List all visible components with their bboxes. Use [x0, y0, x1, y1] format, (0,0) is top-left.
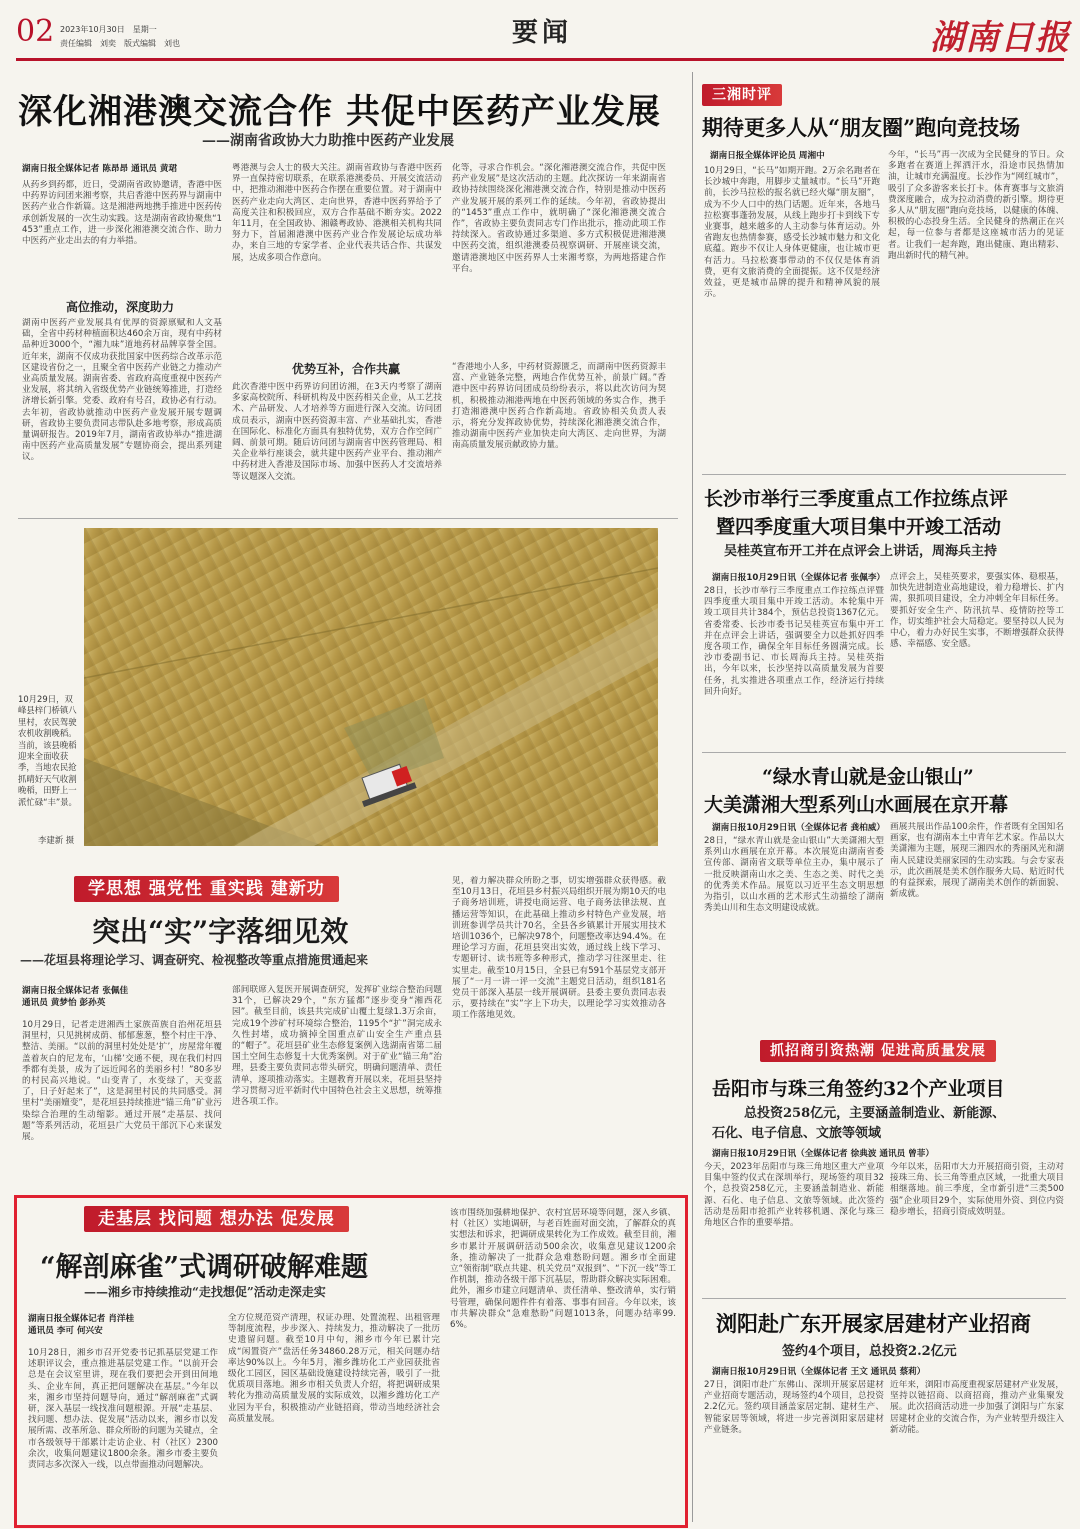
lead-col2-para2: 此次香港中医中药界访问团访湘，在3天内考察了湖南多家高校院所、科研机构及中医药相关企业，从工艺技术、产品研发、人才培养等方面进行深入交流。访问团成员表示，湖南中医药资源丰富、产业基础扎实，香港在国际化、标准化方面具有独特优势，双方合作空间广阔、前景可期。随后访问团与湖南省中医药管理局、相关企业举行座谈会，就共建中医药产业平台、推动湘产中药材进入香港及国际市场、加强中医药人才交流培养等议题深入交流。 [232, 382, 442, 482]
liuyang-byline: 湖南日报10月29日讯（全媒体记者 王文 通讯员 蔡莉） [712, 1367, 926, 1377]
lead-col2-subhead: 优势互补，合作共赢 [292, 362, 401, 376]
section-name: 要闻 [512, 18, 573, 48]
painting-exhibit-byline: 湖南日报10月29日讯（全媒体记者 龚柏威） [712, 823, 886, 833]
yueyang-headline: 岳阳市与珠三角签约32个产业项目 [712, 1078, 1005, 1100]
masthead-rule [16, 58, 1064, 61]
liuyang-headline: 浏阳赴广东开展家居建材产业招商 [716, 1311, 1031, 1336]
commentary-byline: 湖南日报全媒体评论员 周湘中 [710, 151, 825, 161]
lead-bottom-rule [18, 518, 678, 519]
liuyang-col2: 近年来，浏阳市高度重视家居建材产业发展，坚持以链招商、以商招商，推动产业集聚发展。此次招商活动进一步加强了浏阳与广东家居建材企业的交流合作，为产业转型升级注入新动能。 [890, 1380, 1064, 1435]
story2-theme-banner: 学思想 强党性 重实践 建新功 [74, 876, 339, 902]
story3-col3: 该市围绕加强耕地保护、农村宜居环境等问题，深入乡镇、村（社区）实地调研，与老百姓面对面交流，了解群众的真实想法和诉求，把调研成果转化为工作成效。截至目前，湘乡市累计开展调研活动500余次，收集意见建议1200余条，推动解决了一批群众急难愁盼问题。湘乡市全面建立“领衔制”联点共建、机关党员“双报到”、“下沉一线”等工作机制，推动各级干部下沉基层，帮助群众解决实际困难。此外，湘乡市建立问题清单、责任清单、整改清单，实行销号管理，确保问题件件有着落、事事有回音。今年以来，该市共解决群众“急难愁盼”问题1013条，问题办结率99.6%。 [450, 1208, 676, 1331]
right-rule-1 [702, 474, 1066, 475]
lead-col2-para1: 粤港澳与会人士的极大关注。湖南省政协与香港中医药界一直保持密切联系，在联系港澳委员、开展交流活动中，把推动湘港中医药合作摆在重要位置。对于湖南中医药产业走向大湾区、走向世界，香港中医药界给予了高度关注和积极回应，双方合作基础不断夯实。2022年11月，在全国政协、湘赣粤政协、港澳相关机构共同努力下，首届湘港澳中医药产业合作发展论坛成功举办，来自三地的专家学者、企业代表共话合作、共谋发展，达成多项合作意向。 [232, 163, 442, 263]
lead-col1-para1: 从药乡到药都，近日，受湖南省政协邀请，香港中医中药界访问团来湘考察，共启香港中医药界与湖南中医药产业合作新篇。这是湘港两地携手推进中医药传承创新发展的一次生动实践。这是湖南省政协聚焦“1453”重点工作，进一步深化湘港澳交流合作、助力中医药产业走出去的有力举措。 [22, 180, 222, 247]
commentary-col1: 10月29日，“长马”如期开跑。2万余名跑者在长沙城中奔跑，用脚步丈量城市。“长马”开跑前，长沙马拉松的报名就已经火爆“朋友圈”，成为不少人口中的热门话题。近年来，各地马拉松赛事蓬勃发展，从线上跑步打卡到线下专业赛事，越来越多的人主动参与体育运动。外省跑友也热情参赛，感受长沙城市魅力和文化底蕴。跑步不仅让人身体更健康，也让城市更有活力。马拉松赛事带动的不仅仅是体育消费，更有文旅消费的全面提振。这不仅是经济效益，更是城市品牌的提升和精神风貌的展示。 [704, 166, 880, 300]
yueyang-subheadline-line2: 石化、电子信息、文旅等领域 [712, 1126, 882, 1141]
story3-col1: 10月28日，湘乡市召开党委书记抓基层党建工作述职评议会，重点推进基层党建工作。“以前开会总是在会议室里讲，现在我们要把会开到田间地头、企业车间，真正把问题解决在基层。”今年以来，湘乡市坚持问题导向，通过“解剖麻雀”式调研，深入基层一线找准问题根源。开展“走基层、找问题、想办法、促发展”活动以来，湘乡市以发展所需、改革所急、群众所盼的问题为关键点，全市各级领导干部累计走访企业、村（社区）2300余次，收集问题建议1800余条。湘乡市委主要负责同志多次深入一线，以点带面推动问题解决。 [28, 1348, 218, 1471]
changsha-subheadline: 吴桂英宣布开工并在点评会上讲话，周海兵主持 [724, 544, 998, 559]
painting-exhibit-headline-line1: “绿水青山就是金山银山” [762, 766, 974, 788]
yueyang-col1: 今天，2023年岳阳市与珠三角地区重大产业项目集中签约仪式在深圳举行，现场签约项目32个，总投资258亿元，主要涵盖制造业、新能源、石化、电子信息、文旅等领域。此次签约活动是岳阳市抢抓产业转移机遇、深化与珠三角地区合作的重要举措。 [704, 1162, 884, 1229]
yueyang-subheadline-line1: 总投资258亿元，主要涵盖制造业、新能源、 [744, 1106, 1006, 1121]
lead-byline: 湖南日报全媒体记者 陈昂昂 通讯员 黄珺 [22, 164, 178, 174]
editor-credits: 责任编辑 刘奕 版式编辑 刘也 [60, 39, 180, 48]
page-number: 02 [16, 14, 55, 49]
lead-headline: 深化湘港澳交流合作 共促中医药产业发展 [18, 92, 661, 132]
painting-exhibit-headline-line2: 大美潇湘大型系列山水画展在京开幕 [704, 794, 1009, 816]
story2-col1: 10月29日，记者走进湘西土家族苗族自治州花垣县洞里村，只见挑树成荫、郁郁葱葱，整个村庄干净、整洁、美丽。“以前的洞里村处处是‘扩’，房屋常年覆盖着灰白的尼龙布，‘山梯’交通不便，现在我们村四季都有美景，成为了远近闻名的美丽乡村！”80多岁的村民高兴地说。“山变青了，水变绿了，天变蓝了，日子好起来了”，这是洞里村民的共同感受。洞里村“美丽嬗变”，是花垣县持续推进“锚三角”矿业污染综合治理的生动缩影。通过开展“走基层、找问题”等系列活动，花垣县广大党员干部沉下心来谋发展。 [22, 1020, 222, 1143]
photo-credit: 李建新 摄 [38, 835, 75, 845]
masthead [0, 0, 1080, 62]
lead-col3-para1: 化等，寻求合作机会。“深化湘港澳交流合作，共促中医药产业发展”是这次活动的主题。此次探访一年来湖南省政协持续围绕深化湘港澳交流合作，特别是推动中医药产业发展开展的系列工作的延续。今年初，省政协提出的“1453”重点工作中，就明确了“深化湘港澳交流合作”，省政协主要负责同志专门作出批示，推动此项工作持续深入。省政协通过多渠道、多方式积极促进湘港澳中医药交流，组织港澳委员视察调研、开展座谈交流，邀请港澳地区中医药界人士来湘考察，为两地搭建合作平台。 [452, 163, 666, 274]
changsha-col2: 点评会上，吴桂英要求，要强实体、稳根基，加快先进制造业高地建设，着力稳增长、扩内需，狠抓项目建设，全力冲刺全年目标任务。要抓好安全生产、防汛抗旱、疫情防控等工作，切实维护社会大局稳定。要坚持以人民为中心，着力办好民生实事，不断增强群众获得感、幸福感、安全感。 [890, 572, 1064, 650]
story3-theme-banner: 走基层 找问题 想办法 促发展 [84, 1206, 349, 1232]
story3-subheadline: ——湘乡市持续推动“走找想促”活动走深走实 [84, 1285, 326, 1299]
story3-headline: “解剖麻雀”式调研破解难题 [40, 1252, 369, 1283]
story2-col2: 部间联席入复医开展调查研究，发挥矿业综合整治问题31个，已解决29个，“东方猛都”逐步变身“湘西花园”。截至目前，该县共完成矿山覆土复绿1.3万余亩，完成19个涉矿村环境综合整治，1195个“扩”洞完成永久性封堵，成功摘掉全国重点矿山安全生产重点县的“帽子”。花垣县矿业生态修复案例入选湖南省第二届国土空间生态修复十大优秀案例。对于矿业“锚三角”治理，县委主要负责同志带头研究，明确问题清单、责任清单，逐项推动落实。主题教育开展以来，花垣县坚持学习贯彻习近平新时代中国特色社会主义思想，统筹推进各项工作。 [232, 985, 442, 1108]
changsha-byline: 湖南日报10月29日讯（全媒体记者 张佩李） [712, 573, 886, 583]
yueyang-byline: 湖南日报10月29日讯（全媒体记者 徐典波 通讯员 曾菲） [712, 1149, 934, 1159]
lead-col3-para2: “香港地小人多，中药材资源匮乏，而湖南中医药资源丰富、产业链条完整，两地合作优势互补，前景广阔。”香港中医中药界访问团成员纷纷表示，将以此次访问为契机，积极推动湘港两地在中医药领域的务实合作，携手打造湘港澳中医药合作新高地。省政协相关负责人表示，将充分发挥政协优势，持续深化湘港澳交流合作，推动湖南中医药产业加快走向大湾区、走向世界，为湖南高质量发展贡献政协力量。 [452, 362, 666, 451]
painting-exhibit-col1: 28日，“绿水青山就是金山银山”大美潇湘大型系列山水画展在京开幕。本次展览由湖南省委宣传部、湖南省文联等单位主办，集中展示了一批反映湖南山水之美、生态之美、时代之美的优秀美术作品。展览以习近平生态文明思想为指引，以山水画的艺术形式生动描绘了湖南秀美山川和生态文明建设成就。 [704, 836, 884, 914]
story2-subheadline: ——花垣县将理论学习、调查研究、检视整改等重点措施贯通起来 [20, 953, 369, 967]
painting-exhibit-col2: 画展共展出作品100余件，作者既有全国知名画家，也有湖南本土中青年艺术家。作品以大美潇湘为主题，展现三湘四水的秀丽风光和湖南人民建设美丽家园的生动实践。与会专家表示，此次画展是美术创作服务大局、贴近时代的有益探索，展现了湖南美术创作的新面貌、新成就。 [890, 822, 1064, 900]
commentary-headline: 期待更多人从“朋友圈”跑向竞技场 [702, 115, 1021, 140]
column-divider [692, 72, 693, 1522]
changsha-col1: 28日，长沙市举行三季度重点工作拉练点评暨四季度重大项目集中开竣工活动。本轮集中开竣工项目共计384个，预估总投资1367亿元。省委常委、长沙市委书记吴桂英宣布集中开工并在点评会上讲话，强调要全力以赴抓好四季度各项工作，确保全年目标任务圆满完成。长沙市委副书记、市长周海兵主持。吴桂英指出，今年以来，长沙坚持以高质量发展为首要任务，扎实推进各项重点工作，经济运行持续回升向好。 [704, 586, 884, 697]
changsha-headline-line2: 暨四季度重大项目集中开竣工活动 [716, 516, 1002, 538]
story2-byline: 湖南日报全媒体记者 张佩佳 通讯员 黄梦怡 彭孙英 [22, 986, 129, 1008]
liuyang-col1: 27日，浏阳市赴广东佛山、深圳开展家居建材产业招商专题活动，现场签约4个项目，总投资2.2亿元。签约项目涵盖家居定制、建材生产、智能家居等领域，将进一步完善浏阳家居建材产业链条。 [704, 1380, 884, 1435]
lead-col1-para2: 湖南中医药产业发展具有优厚的资源禀赋和人文基础，全省中药材种植面积达460余万亩，现有中药材品种近3000个，“湘九味”道地药材品牌享誉全国。近年来，湖南不仅成功获批国家中医药综合改革示范区建设省份之一，且聚全省中医药产业链之力推动产业高质量发展。湖南省委、省政府高度重视中医药产业发展，将其纳入省级优势产业链统筹推进，打造经济增长新引擎。党委、政府有号召，政协必有行动。去年初，省政协就推动中医药产业发展开展专题调研，省政协主要负责同志带队赴多地考察，形成高质量调研报告。2019年7月，湖南省政协举办“推进湖南中医药产业高质量发展”专题协商会，提出系列建议。 [22, 318, 222, 463]
yueyang-col2: 今年以来，岳阳市大力开展招商引资，主动对接珠三角、长三角等重点区域，一批重大项目相继落地。前三季度，全市新引进“三类500强”企业项目29个，实际使用外资、到位内资稳步增长，招商引资成效明显。 [890, 1162, 1064, 1217]
commentary-tag: 三湘时评 [702, 84, 782, 106]
commentary-col2: 今年，“长马”再一次成为全民健身的节日。众多跑者在赛道上挥洒汗水，沿途市民热情加油，让城市充满温度。长沙作为“网红城市”，吸引了众多游客来长打卡。体育赛事与文旅消费深度融合，成为拉动消费的新引擎。期待更多人从“朋友圈”跑向竞技场，以健康的体魄、积极的心态投身生活。全民健身的热潮正在兴起，每一位参与者都是这座城市活力的见证者。让我们一起奔跑，跑出健康、跑出精彩、跑出新时代的精气神。 [888, 150, 1064, 261]
photo-caption: 10月29日，双峰县梓门桥镇八里村，农民驾驶农机收割晚稻。当前，该县晚稻迎来全面收获季，当地农民抢抓晴好天气收割晚稻，田野上一派忙碌“丰”景。 [18, 694, 77, 807]
story3-byline: 湖南日报全媒体记者 肖洋桂 通讯员 李可 何兴安 [28, 1314, 135, 1336]
right-rule-3 [702, 1298, 1066, 1299]
right-rule-2 [702, 752, 1066, 753]
story2-headline: 突出“实”字落细见效 [92, 915, 349, 948]
lead-subheadline: ——湖南省政协大力助推中医药产业发展 [202, 133, 454, 149]
newspaper-logo: 湖南日报 [930, 18, 1070, 58]
harvest-photo [84, 528, 658, 846]
story3-col2: 全方位规范资产清理，权证办理、处置流程、出租管理等制度流程，步步深入、持续发力，推动解决了一批历史遗留问题。截至10月中旬，湘乡市今年已累计完成“闲置资产”盘活任务34860.28万元，相关问题办结率达90%以上。今年5月，湘乡潍坊化工产业园获批省级化工园区，园区基础设施建设持续完善，吸引了一批优质项目落地。湘乡市相关负责人介绍，将把调研成果转化为推动高质量发展的实际成效，以湘乡潍坊化工产业园为平台，积极推动产业链招商，带动当地经济社会高质量发展。 [228, 1313, 440, 1424]
liuyang-subheadline: 签约4个项目，总投资2.2亿元 [782, 1344, 957, 1359]
publication-date: 2023年10月30日 星期一 [60, 25, 157, 34]
changsha-headline-line1: 长沙市举行三季度重点工作拉练点评 [704, 488, 1009, 510]
lead-col1-subhead: 高位推动，深度助力 [66, 300, 175, 314]
story2-col3: 见，着力解决群众所盼之事，切实增强群众获得感。截至10月13日，花垣县乡村振兴局组织开展为期10天的电子商务培训班，讲授电商运营、电子商务法律法规、直播运营等知识，在此基础上推动乡村特色产业发展，培训班参训学员共计70名，全县各乡镇累计开展实用技术培训1036个，已解决978个，问题整改率达94.4%。在理论学习方面，花垣县突出实效，通过线上线下学习、专题研讨、读书班等多种形式，推动学习往深里走、往实里走。截至10月15日，全县已有591个基层党支部开展了“一月一讲一评一交流”主题党日活动，组织181名党员干部深入基层一线开展调研。县委主要负责同志表示，要持续在“实”字上下功夫，以理论学习实效推动各项工作落地见效。 [452, 876, 666, 1021]
investment-theme-banner: 抓招商引资热潮 促进高质量发展 [760, 1040, 996, 1062]
